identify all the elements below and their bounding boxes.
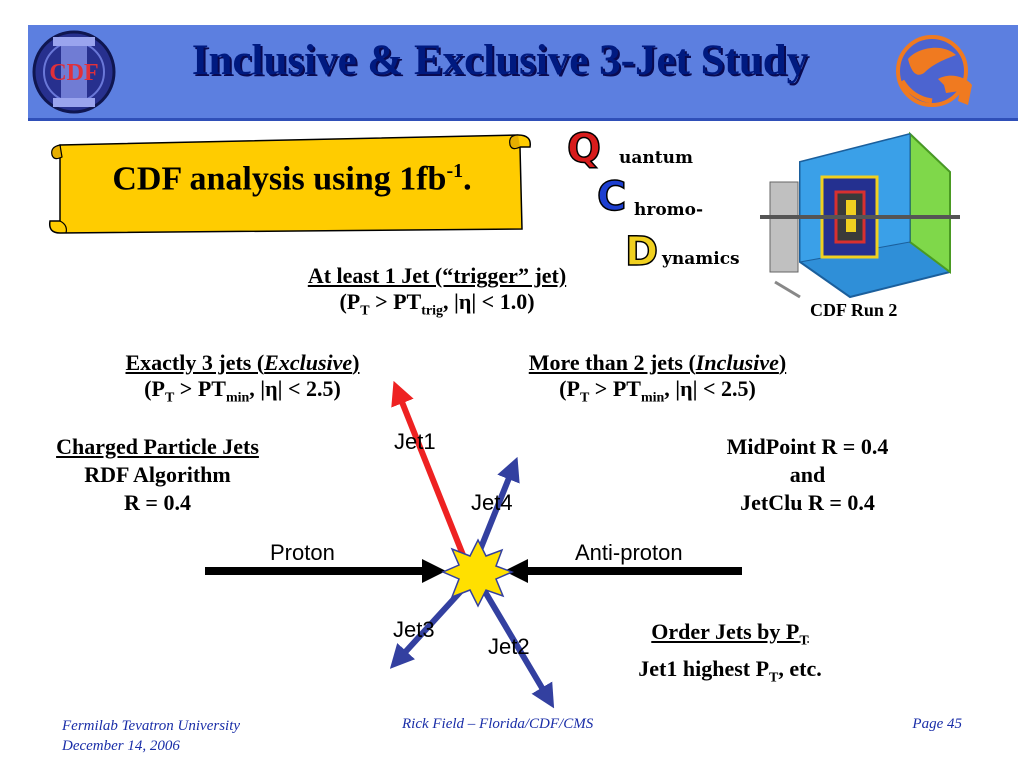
order-block (600, 618, 860, 693)
qcd-d-letter: D (625, 229, 659, 272)
exclusive-cut: ($P_T > PT_{min}$, |η| < 2.5) (144, 376, 341, 406)
qcd-c-word: hromo- (634, 200, 704, 220)
qcd-q-letter: Q (567, 126, 602, 172)
detector-caption: CDF Run 2 (810, 300, 898, 320)
antiproton-label: Anti-proton (575, 540, 683, 565)
midpoint-line: MidPoint R = 0.4 (726, 434, 889, 459)
jet1-arrow (398, 392, 463, 555)
inclusive-title: More than 2 jets (Inclusive) (528, 350, 787, 375)
jet2-label: Jet2 (488, 634, 530, 659)
jet3-label: Jet3 (393, 617, 435, 642)
scroll-main-text: CDF analysis using 1fb (112, 160, 447, 198)
proton-label: Proton (270, 540, 335, 565)
trigger-cut: ($P_T > PT_{trig}$, |η| < 1.0) (339, 289, 535, 319)
footer-date: December 14, 2006 (62, 738, 180, 754)
inclusive-cut: ($P_T > PT_{min}$, |η| < 2.5) (559, 376, 756, 406)
footer-page-number: Page 45 (912, 716, 962, 732)
order-line: Jet1 highest $P_T$, etc. (638, 656, 822, 686)
midpoint-and: and (789, 462, 826, 487)
charged-title: Charged Particle Jets (56, 434, 259, 459)
jetclu-line: JetClu R = 0.4 (740, 490, 875, 515)
footer-left (62, 716, 240, 756)
qcd-c-letter: C (597, 174, 627, 220)
charged-radius: R = 0.4 (124, 490, 191, 515)
order-title: Order Jets by $P_T$ (651, 619, 809, 649)
exclusive-title: Exactly 3 jets (Exclusive) (125, 350, 360, 375)
collision-burst (443, 540, 512, 606)
footer-author: Rick Field – Florida/CDF/CMS (402, 716, 594, 732)
cdf-logo-text: CDF (49, 60, 99, 86)
scroll-superscript: -1 (446, 160, 464, 182)
trigger-title: At least 1 Jet (“trigger” jet) (307, 263, 567, 288)
charged-algorithm: RDF Algorithm (84, 462, 231, 487)
qcd-d-word: ynamics (662, 249, 740, 269)
page-title: Inclusive & Exclusive 3-Jet Study (191, 37, 809, 84)
qcd-q-word: uantum (619, 148, 693, 168)
jet4-label: Jet4 (471, 490, 513, 515)
jet1-label: Jet1 (394, 429, 436, 454)
footer-venue: Fermilab Tevatron University (62, 718, 241, 734)
scroll-period: . (463, 160, 472, 198)
